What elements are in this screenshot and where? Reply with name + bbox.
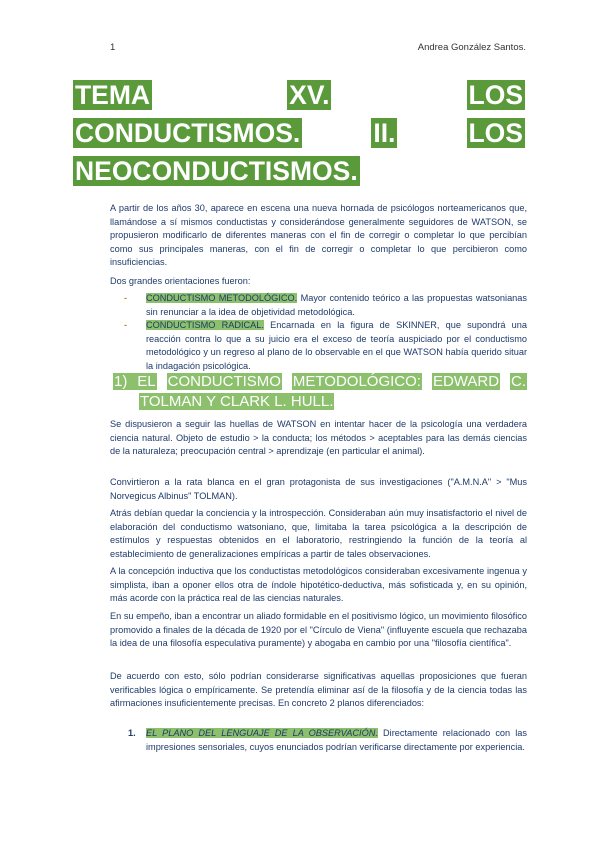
list-item: - CONDUCTISMO METODOLÓGICO. Mayor contenido teórico a las propuestas watsonianas sin renunciar a la idea de objetividad metodológica. [124,293,527,317]
intro-paragraph: A partir de los años 30, aparece en escena una nueva hornada de psicólogos norteamericanos que, llamándose a sí mismos conductistas y considerándose generalmente seguidores de WATSON, se propusieron modificarlo de diferentes maneras con el fin de corregir o completar lo que percibían como sus principales maneras, con el fin de corregir o completar lo que percibieron como insuficiencias. [110,203,527,268]
numbered-item: 1. EL PLANO DEL LENGUAJE DE LA OBSERVACIÓN. Directamente relacionado con las impresiones sensoriales, cuyos enunciados podrían verificarse directamente por experiencia. [128,728,527,752]
bullet-dash: - [124,293,128,303]
tag-conductismo-radical: CONDUCTISMO RADICAL. [146,320,264,331]
list-item: - CONDUCTISMO RADICAL. Encarnada en la figura de SKINNER, que supondrá una reacción contra lo que a su juicio era el exceso de teoría auspiciado por el conductismo metodológico y un regreso al plano de lo observable en el que WATSON había querido situar la indagación psicológica. [124,320,527,371]
orientations-intro: Dos grandes orientaciones fueron: [110,276,251,286]
title-line-3: NEOCONDUCTISMOS. [75,156,358,186]
title-line-2: CONDUCTISMOS. II. LOS [75,118,523,148]
item-number: 1. [128,728,136,738]
paragraph: Convirtieron a la rata blanca en el gran protagonista de sus investigaciones ("A.M.N.A" > "Mus Norvegicus Albinus" TOLMAN). [110,477,527,501]
paragraph: Se dispusieron a seguir las huellas de WATSON en intentar hacer de la psicología una verdadera ciencia natural. Objeto de estudio > la conducta; los métodos > aceptables para las demás ciencias de la naturaleza; preocupación central > aprendizaje (en particular el animal). [110,419,527,457]
paragraph: En su empeño, iban a encontrar un aliado formidable en el positivismo lógico, un movimiento filosófico promovido a finales de la década de 1920 por el "Círculo de Viena" (influyente escuela que rechazaba la idea de una filosofía especulativa puramente) y abogaba en cambio por una "filosofía científica". [110,611,527,649]
section-heading-1: 1) EL CONDUCTISMO METODOLÓGICO: EDWARD C. TOLMAN Y CLARK L. HULL. [114,373,527,410]
paragraph: De acuerdo con esto, sólo podrían considerarse significativas aquellas proposiciones que fueran verificables lógica o empíricamente. Se pretendía eliminar así de la filosofía y de la ciencia todas las afirmaciones insuficientemente precisas. En concreto 2 planos diferenciados: [110,671,527,709]
author-name: Andrea González Santos. [417,42,526,53]
tag-conductismo-metodologico: CONDUCTISMO METODOLÓGICO. [146,293,298,303]
paragraph: A la concepción inductiva que los conductistas metodológicos consideraban excesivamente ingenua y simplista, iban a oponer ellos otra de índole hipotético-deductiva, más sofisticada y, en su opinión, más acorde con la práctica real de las ciencias naturales. [110,566,527,604]
document-title [73,76,525,190]
tag-plano-observacion: EL PLANO DEL LENGUAJE DE LA OBSERVACIÓN. [146,728,378,738]
bullet-dash: - [124,320,128,331]
title-line-1: TEMA XV. LOS [75,80,523,110]
page-number: 1 [110,42,116,53]
paragraph: Atrás debían quedar la conciencia y la introspección. Consideraban aún muy insatisfactorio el nivel de elaboración del conductismo watsoniano, que, limitaba la tarea psicológica a la descripción de estímulos y respuestas obtenidos en el laboratorio, restringiendo la función de la teoría al establecimiento de generalizaciones empíricas a partir de tales observaciones. [110,508,527,559]
orientation-list [110,292,527,374]
